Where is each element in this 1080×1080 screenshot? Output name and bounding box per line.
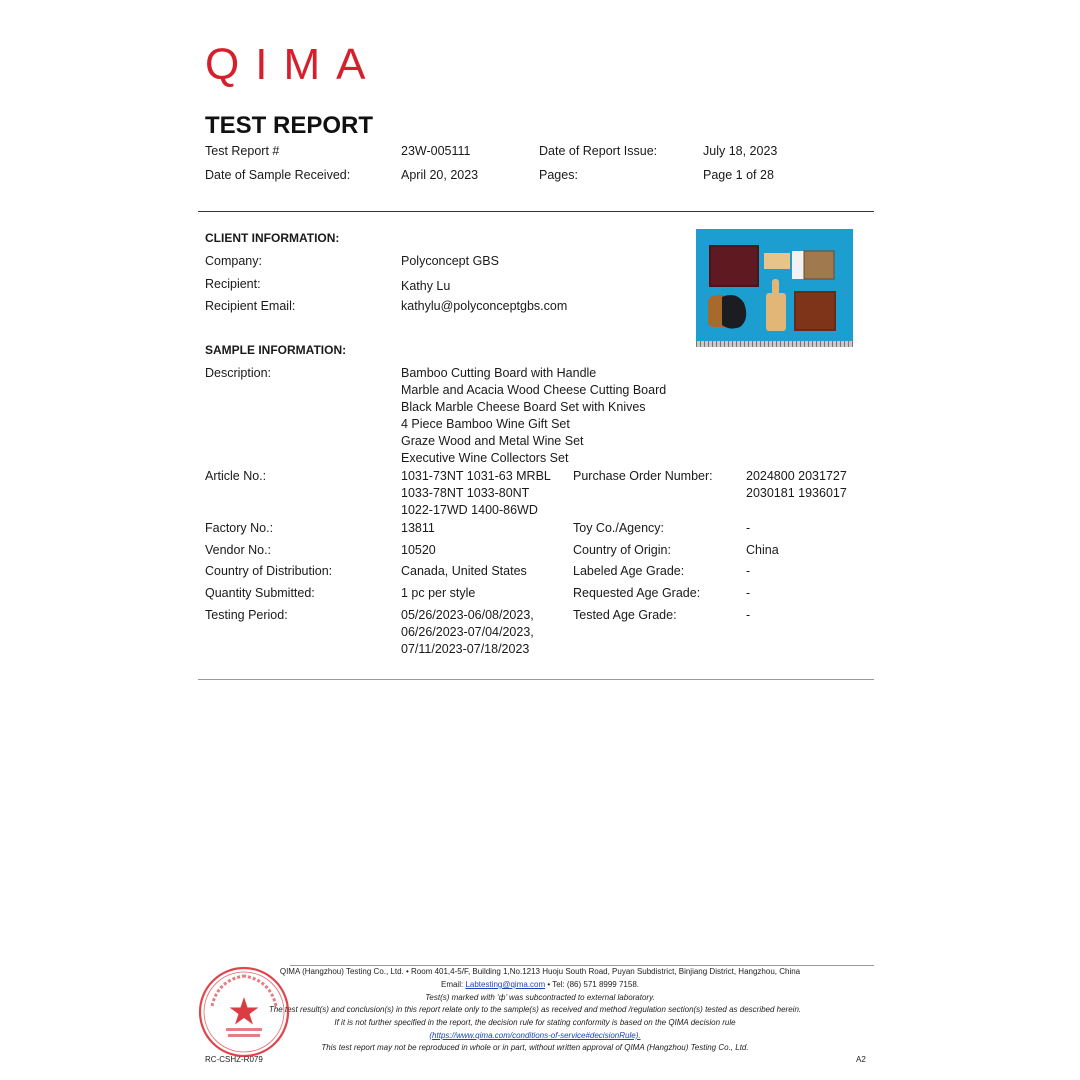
po-item: 2024800 2031727	[746, 469, 847, 483]
labeled-age: -	[746, 564, 751, 578]
po-item: 2030181 1936017	[746, 486, 847, 500]
sample-products-image	[696, 229, 853, 347]
sample-heading: SAMPLE INFORMATION:	[205, 343, 347, 357]
report-number-label: Test Report #	[205, 144, 280, 158]
description-item: Black Marble Cheese Board Set with Knives	[401, 400, 646, 414]
quantity-label: Quantity Submitted:	[205, 586, 315, 600]
testing-period-label: Testing Period:	[205, 608, 288, 622]
description-label: Description:	[205, 366, 271, 380]
quantity: 1 pc per style	[401, 586, 476, 600]
article-list	[401, 468, 551, 519]
sample-photo	[696, 229, 853, 347]
po-label: Purchase Order Number:	[573, 469, 713, 483]
decision-rule-link[interactable]: (https://www.qima.com/conditions-of-service#decisionRule).	[429, 1031, 641, 1040]
client-heading: CLIENT INFORMATION:	[205, 231, 340, 245]
issue-date-label: Date of Report Issue:	[539, 144, 658, 158]
po-list	[746, 468, 847, 502]
distribution-label: Country of Distribution:	[205, 564, 333, 578]
footer-email-prefix: Email:	[440, 980, 466, 989]
vendor: 10520	[401, 543, 436, 557]
footer-contact	[220, 979, 860, 992]
qima-logo: QIMA	[205, 40, 382, 89]
description-item: 4 Piece Bamboo Wine Gift Set	[401, 417, 570, 431]
footer-results-note: The test result(s) and conclusion(s) in this report relate only to the sample(s) as received and method /regulation section(s) tested as described herein.	[268, 1005, 802, 1014]
article-label: Article No.:	[205, 469, 267, 483]
tested-age: -	[746, 608, 751, 622]
issue-date: July 18, 2023	[703, 144, 778, 158]
factory-label: Factory No.:	[205, 521, 274, 535]
footer-decision-link	[200, 1030, 870, 1043]
header-divider	[198, 211, 874, 212]
testing-period-item: 05/26/2023-06/08/2023,	[401, 608, 534, 622]
article-item: 1022-17WD 1400-86WD	[401, 503, 538, 517]
description-list	[401, 365, 666, 467]
description-item: Graze Wood and Metal Wine Set	[401, 434, 584, 448]
labeled-age-label: Labeled Age Grade:	[573, 564, 685, 578]
section-divider	[198, 679, 874, 680]
company: Polyconcept GBS	[401, 254, 499, 268]
testing-period-list	[401, 607, 534, 658]
page-title: TEST REPORT	[205, 112, 374, 139]
distribution: Canada, United States	[401, 564, 527, 578]
photo-ruler	[696, 341, 853, 347]
article-item: 1031-73NT 1031-63 MRBL	[401, 469, 551, 483]
received-date: April 20, 2023	[401, 168, 479, 182]
testing-period-item: 07/11/2023-07/18/2023	[401, 642, 530, 656]
footer-address: QIMA (Hangzhou) Testing Co., Ltd. • Room 401,4-5/F, Building 1,No.1213 Huoju South Road, Puyan Subdistrict, Binjiang District, Hangzhou, China	[279, 967, 801, 976]
article-item: 1033-78NT 1033-80NT	[401, 486, 530, 500]
toy-agency-label: Toy Co./Agency:	[573, 521, 665, 535]
testing-period-item: 06/26/2023-07/04/2023,	[401, 625, 534, 639]
recipient-label: Recipient:	[205, 277, 261, 291]
origin: China	[746, 543, 779, 557]
recipient-email-label: Recipient Email:	[205, 299, 296, 313]
recipient-email: kathylu@polyconceptgbs.com	[401, 299, 568, 313]
tested-age-label: Tested Age Grade:	[573, 608, 677, 622]
company-label: Company:	[205, 254, 262, 268]
pages-label: Pages:	[539, 168, 578, 182]
description-item: Executive Wine Collectors Set	[401, 451, 569, 465]
form-version: A2	[856, 1055, 866, 1064]
footer-copyright-note: This test report may not be reproduced in whole or in part, without written approval of QIMA (Hangzhou) Testing Co., Ltd.	[321, 1043, 749, 1052]
footer-email-link[interactable]: Labtesting@qima.com	[465, 980, 546, 989]
footer-tel: • Tel: (86) 571 8999 7158.	[545, 980, 639, 989]
toy-agency: -	[746, 521, 751, 535]
report-number: 23W-005111	[401, 144, 471, 158]
requested-age-label: Requested Age Grade:	[573, 586, 701, 600]
description-item: Marble and Acacia Wood Cheese Cutting Board	[401, 383, 667, 397]
origin-label: Country of Origin:	[573, 543, 671, 557]
requested-age: -	[746, 586, 751, 600]
description-item: Bamboo Cutting Board with Handle	[401, 366, 597, 380]
footer-decision-note: If it is not further specified in the report, the decision rule for stating conformity is based on the QIMA decision rule	[334, 1018, 736, 1027]
factory: 13811	[401, 521, 435, 535]
pages: Page 1 of 28	[703, 168, 774, 182]
received-date-label: Date of Sample Received:	[205, 168, 351, 182]
recipient: Kathy Lu	[401, 279, 451, 293]
form-code: RC-CSHZ-R079	[205, 1055, 263, 1064]
official-seal-stamp	[198, 966, 290, 1058]
footer-subcontract-note: Test(s) marked with ‘ф’ was subcontracted to external laboratory.	[425, 993, 655, 1002]
vendor-label: Vendor No.:	[205, 543, 272, 557]
